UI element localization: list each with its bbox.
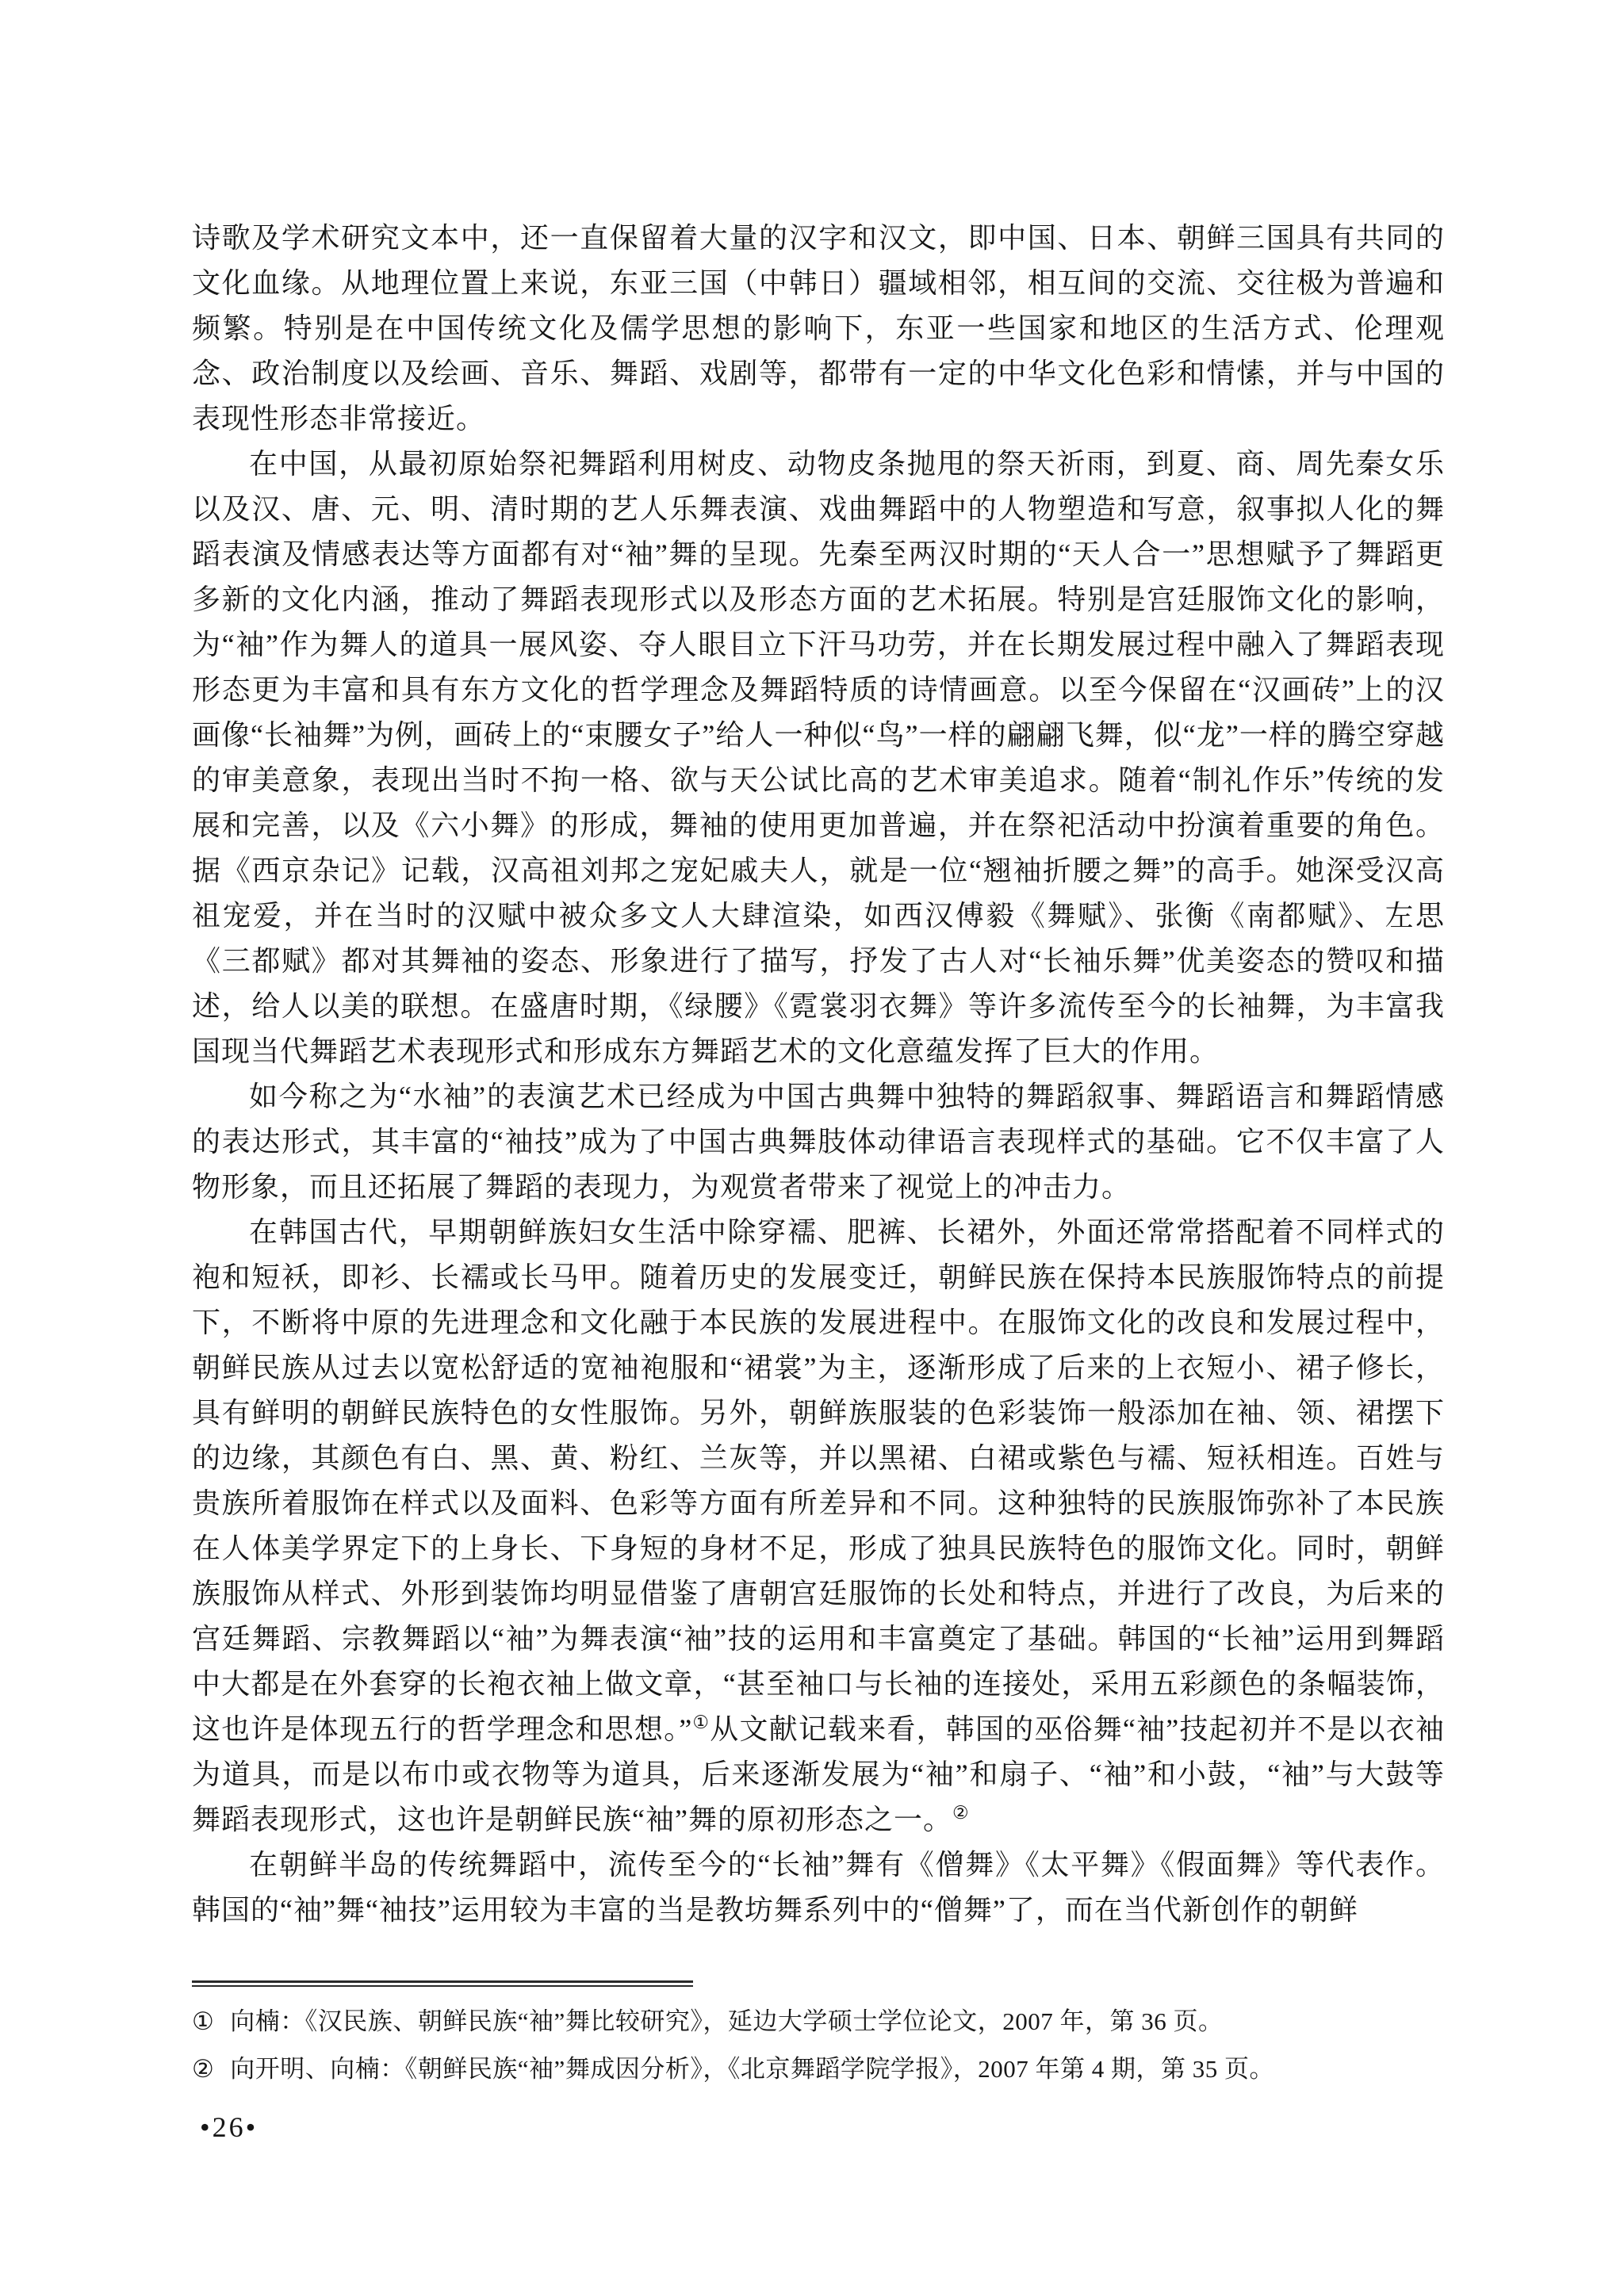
page-number: •26• [200, 2111, 259, 2143]
footnote-2 [192, 2045, 1445, 2093]
footnote-2-text: 向开明、向楠：《朝鲜民族“袖”舞成因分析》，《北京舞蹈学院学报》，2007 年第 4 期，第 35 页。 [230, 2055, 1275, 2083]
main-text-block [192, 216, 1445, 1933]
footnote-1 [192, 1998, 1445, 2045]
footnote-reference-2: ② [952, 1803, 970, 1823]
footnote-reference-1: ① [692, 1712, 710, 1732]
paragraph-2: 在中国，从最初原始祭祀舞蹈利用树皮、动物皮条抛甩的祭天祈雨，到夏、商、周先秦女乐以及汉、唐、元、明、清时期的艺人乐舞表演、戏曲舞蹈中的人物塑造和写意，叙事拟人化的舞蹈表演及情感表达等方面都有对“袖”舞的呈现。先秦至两汉时期的“天人合一”思想赋予了舞蹈更多新的文化内涵，推动了舞蹈表现形式以及形态方面的艺术拓展。特别是宫廷服饰文化的影响，为“袖”作为舞人的道具一展风姿、夺人眼目立下汗马功劳，并在长期发展过程中融入了舞蹈表现形态更为丰富和具有东方文化的哲学理念及舞蹈特质的诗情画意。以至今保留在“汉画砖”上的汉画像“长袖舞”为例，画砖上的“束腰女子”给人一种似“鸟”一样的翩翩飞舞，似“龙”一样的腾空穿越的审美意象，表现出当时不拘一格、欲与天公试比高的艺术审美追求。随着“制礼作乐”传统的发展和完善，以及《六小舞》的形成，舞袖的使用更加普遍，并在祭祀活动中扮演着重要的角色。据《西京杂记》记载，汉高祖刘邦之宠妃戚夫人，就是一位“翘袖折腰之舞”的高手。她深受汉高祖宠爱，并在当时的汉赋中被众多文人大肆渲染，如西汉傅毅《舞赋》、张衡《南都赋》、左思《三都赋》都对其舞袖的姿态、形象进行了描写，抒发了古人对“长袖乐舞”优美姿态的赞叹和描述，给人以美的联想。在盛唐时期，《绿腰》《霓裳羽衣舞》等许多流传至今的长袖舞，为丰富我国现当代舞蹈艺术表现形式和形成东方舞蹈艺术的文化意蕴发挥了巨大的作用。 [192, 448, 1445, 1067]
footnotes-section [192, 1980, 1445, 2093]
paragraph-5: 在朝鲜半岛的传统舞蹈中，流传至今的“长袖”舞有《僧舞》《太平舞》《假面舞》等代表作。韩国的“袖”舞“袖技”运用较为丰富的当是教坊舞系列中的“僧舞”了，而在当代新创作的朝鲜 [192, 1849, 1445, 1926]
footnote-1-marker: ① [192, 2007, 215, 2035]
paragraph-1: 诗歌及学术研究文本中，还一直保留着大量的汉字和汉文，即中国、日本、朝鲜三国具有共同的文化血缘。从地理位置上来说，东亚三国（中韩日）疆域相邻，相互间的交流、交往极为普遍和频繁。特别是在中国传统文化及儒学思想的影响下，东亚一些国家和地区的生活方式、伦理观念、政治制度以及绘画、音乐、舞蹈、戏剧等，都带有一定的中华文化色彩和情愫，并与中国的表现性形态非常接近。 [192, 222, 1445, 434]
footnote-separator-rule [192, 1980, 693, 1987]
paragraph-3: 如今称之为“水袖”的表演艺术已经成为中国古典舞中独特的舞蹈叙事、舞蹈语言和舞蹈情感的表达形式，其丰富的“袖技”成为了中国古典舞肢体动律语言表现样式的基础。它不仅丰富了人物形象，而且还拓展了舞蹈的表现力，为观赏者带来了视觉上的冲击力。 [192, 1081, 1445, 1203]
paragraph-4 [192, 1210, 1445, 1843]
footnote-1-text: 向楠：《汉民族、朝鲜民族“袖”舞比较研究》，延边大学硕士学位论文，2007 年，第 36 页。 [230, 2007, 1224, 2035]
paragraph-4-text-part-2: 从文献记载来看，韩国的巫俗舞“袖”技起初并不是以衣袖为道具，而是以布巾或衣物等为道具，后来逐渐发展为“袖”和扇子、“袖”和小鼓，“袖”与大鼓等舞蹈表现形式，这也许是朝鲜民族“袖”舞的原初形态之一。 [192, 1713, 1445, 1835]
paragraph-4-text-part-1: 在韩国古代，早期朝鲜族妇女生活中除穿襦、肥裤、长裙外，外面还常常搭配着不同样式的袍和短袄，即衫、长襦或长马甲。随着历史的发展变迁，朝鲜民族在保持本民族服饰特点的前提下，不断将中原的先进理念和文化融于本民族的发展进程中。在服饰文化的改良和发展过程中，朝鲜民族从过去以宽松舒适的宽袖袍服和“裙裳”为主，逐渐形成了后来的上衣短小、裙子修长，具有鲜明的朝鲜民族特色的女性服饰。另外，朝鲜族服装的色彩装饰一般添加在袖、领、裙摆下的边缘，其颜色有白、黑、黄、粉红、兰灰等，并以黑裙、白裙或紫色与襦、短袄相连。百姓与贵族所着服饰在样式以及面料、色彩等方面有所差异和不同。这种独特的民族服饰弥补了本民族在人体美学界定下的上身长、下身短的身材不足，形成了独具民族特色的服饰文化。同时，朝鲜族服饰从样式、外形到装饰均明显借鉴了唐朝宫廷服饰的长处和特点，并进行了改良，为后来的宫廷舞蹈、宗教舞蹈以“袖”为舞表演“袖”技的运用和丰富奠定了基础。韩国的“长袖”运用到舞蹈中大都是在外套穿的长袍衣袖上做文章，“甚至袖口与长袖的连接处，采用五彩颜色的条幅装饰，这也许是体现五行的哲学理念和思想。” [192, 1216, 1445, 1745]
footnote-2-marker: ② [192, 2055, 215, 2083]
